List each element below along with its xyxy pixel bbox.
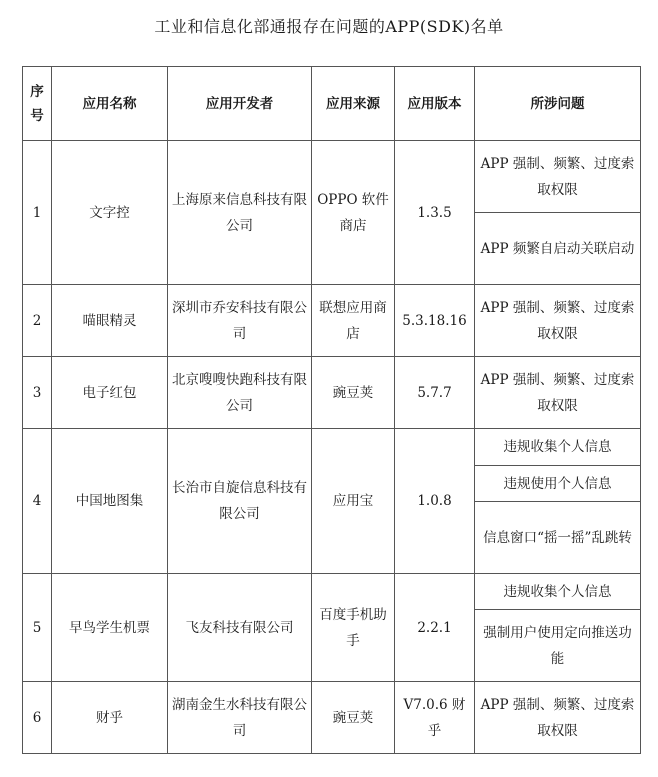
cell-source: 豌豆荚 <box>312 682 395 754</box>
table-row <box>23 429 641 466</box>
cell-issue: 强制用户使用定向推送功能 <box>475 610 641 682</box>
cell-source: 应用宝 <box>312 429 395 574</box>
cell-version: 2.2.1 <box>395 574 475 682</box>
cell-issue: APP 频繁自启动关联启动 <box>475 213 641 285</box>
table-row <box>23 141 641 213</box>
cell-seq: 6 <box>23 682 52 754</box>
cell-version: 1.3.5 <box>395 141 475 285</box>
cell-version: 5.7.7 <box>395 357 475 429</box>
cell-version: 5.3.18.16 <box>395 285 475 357</box>
cell-issue: 违规收集个人信息 <box>475 429 641 466</box>
header-issues: 所涉问题 <box>475 67 641 141</box>
table-row <box>23 682 641 754</box>
cell-issue: APP 强制、频繁、过度索取权限 <box>475 357 641 429</box>
header-seq: 序号 <box>23 67 52 141</box>
cell-developer: 长治市自旋信息科技有限公司 <box>168 429 312 574</box>
table-row <box>23 357 641 429</box>
header-app-name: 应用名称 <box>52 67 168 141</box>
cell-issue: APP 强制、频繁、过度索取权限 <box>475 141 641 213</box>
cell-app-name: 喵眼精灵 <box>52 285 168 357</box>
cell-version: 1.0.8 <box>395 429 475 574</box>
header-row <box>23 67 641 141</box>
cell-issue: 违规收集个人信息 <box>475 574 641 610</box>
cell-source: 联想应用商店 <box>312 285 395 357</box>
cell-developer: 湖南金生水科技有限公司 <box>168 682 312 754</box>
table-row <box>23 574 641 610</box>
cell-app-name: 电子红包 <box>52 357 168 429</box>
cell-source: 豌豆荚 <box>312 357 395 429</box>
page-title: 工业和信息化部通报存在问题的APP(SDK)名单 <box>154 17 504 36</box>
app-list-table <box>22 66 641 754</box>
cell-source: 百度手机助手 <box>312 574 395 682</box>
cell-issue: APP 强制、频繁、过度索取权限 <box>475 285 641 357</box>
cell-source: OPPO 软件商店 <box>312 141 395 285</box>
cell-seq: 4 <box>23 429 52 574</box>
table-row <box>23 285 641 357</box>
cell-app-name: 早鸟学生机票 <box>52 574 168 682</box>
cell-issue: APP 强制、频繁、过度索取权限 <box>475 682 641 754</box>
cell-issue: 违规使用个人信息 <box>475 466 641 502</box>
cell-developer: 深圳市乔安科技有限公司 <box>168 285 312 357</box>
cell-developer: 上海原来信息科技有限公司 <box>168 141 312 285</box>
cell-seq: 3 <box>23 357 52 429</box>
cell-app-name: 中国地图集 <box>52 429 168 574</box>
cell-app-name: 文字控 <box>52 141 168 285</box>
header-developer: 应用开发者 <box>168 67 312 141</box>
cell-issue: 信息窗口“摇一摇”乱跳转 <box>475 502 641 574</box>
cell-developer: 北京嗖嗖快跑科技有限公司 <box>168 357 312 429</box>
cell-developer: 飞友科技有限公司 <box>168 574 312 682</box>
cell-seq: 5 <box>23 574 52 682</box>
header-version: 应用版本 <box>395 67 475 141</box>
cell-app-name: 财乎 <box>52 682 168 754</box>
cell-version: V7.0.6 财乎 <box>395 682 475 754</box>
header-source: 应用来源 <box>312 67 395 141</box>
cell-seq: 1 <box>23 141 52 285</box>
cell-seq: 2 <box>23 285 52 357</box>
